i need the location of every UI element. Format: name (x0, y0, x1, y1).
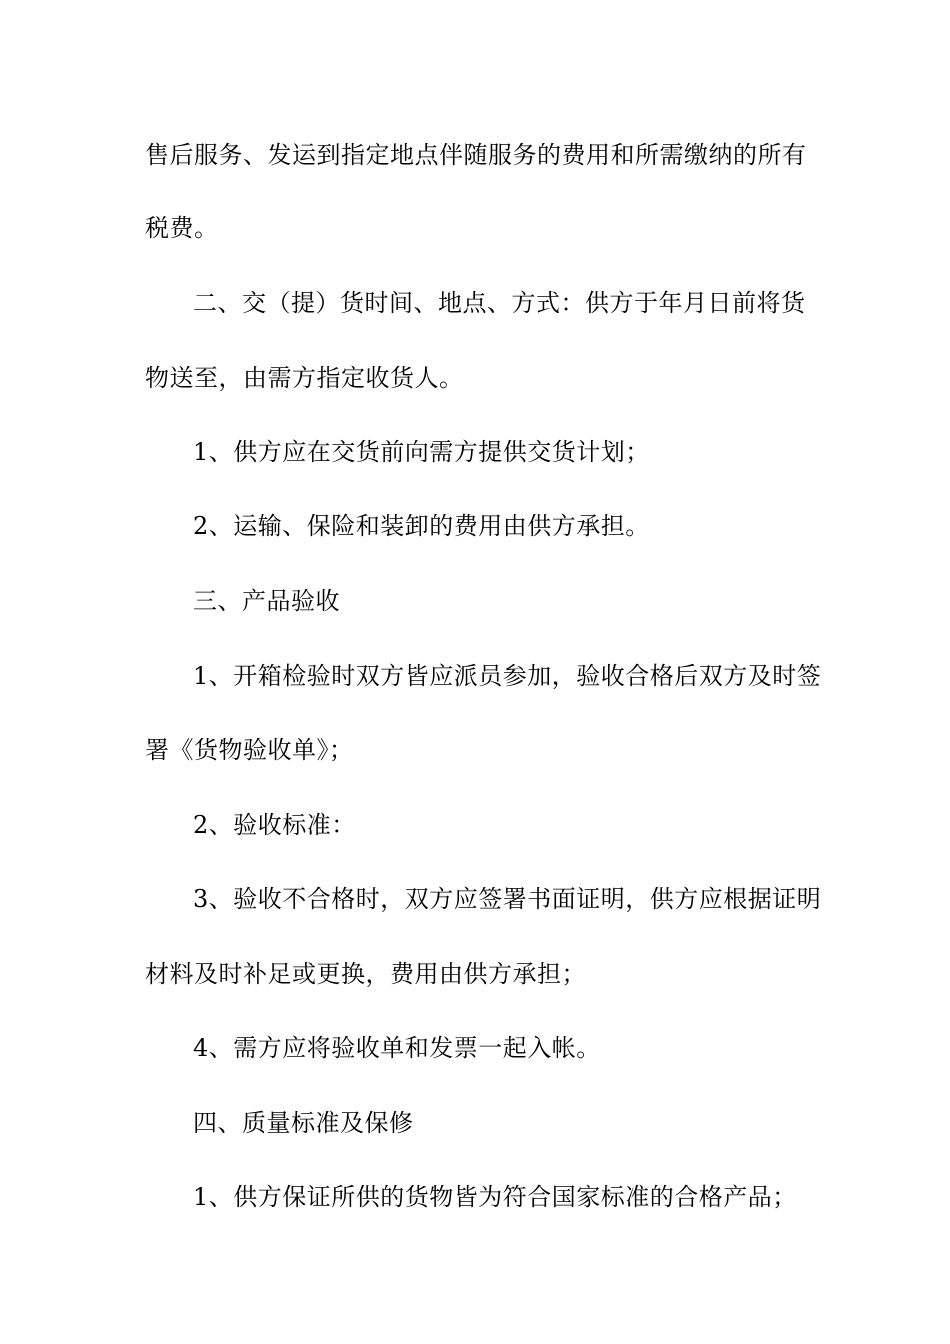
list-item: 1、供方保证所供的货物皆为符合国家标准的合格产品； (193, 1183, 797, 1211)
list-item: 1、供方应在交货前向需方提供交货计划； (193, 438, 650, 466)
paragraph-line: 物送至，由需方指定收货人。 (145, 364, 464, 392)
list-item: 3、验收不合格时，双方应签署书面证明，供方应根据证明 (193, 885, 822, 913)
list-item: 4、需方应将验收单和发票一起入帐。 (193, 1034, 601, 1062)
list-item: 1、开箱检验时双方皆应派员参加，验收合格后双方及时签 (193, 662, 822, 690)
section-heading-acceptance: 三、产品验收 (193, 587, 340, 615)
list-item: 2、验收标准： (193, 811, 356, 839)
paragraph-line: 税费。 (145, 214, 219, 242)
paragraph-line: 署《货物验收单》； (145, 736, 354, 764)
section-heading-quality: 四、质量标准及保修 (193, 1109, 414, 1137)
paragraph-line: 材料及时补足或更换，费用由供方承担； (145, 960, 586, 988)
paragraph-line: 售后服务、发运到指定地点伴随服务的费用和所需缴纳的所有 (145, 141, 807, 169)
section-heading-delivery: 二、交（提）货时间、地点、方式：供方于年月日前将货 (193, 289, 806, 317)
list-item: 2、运输、保险和装卸的费用由供方承担。 (193, 512, 650, 540)
